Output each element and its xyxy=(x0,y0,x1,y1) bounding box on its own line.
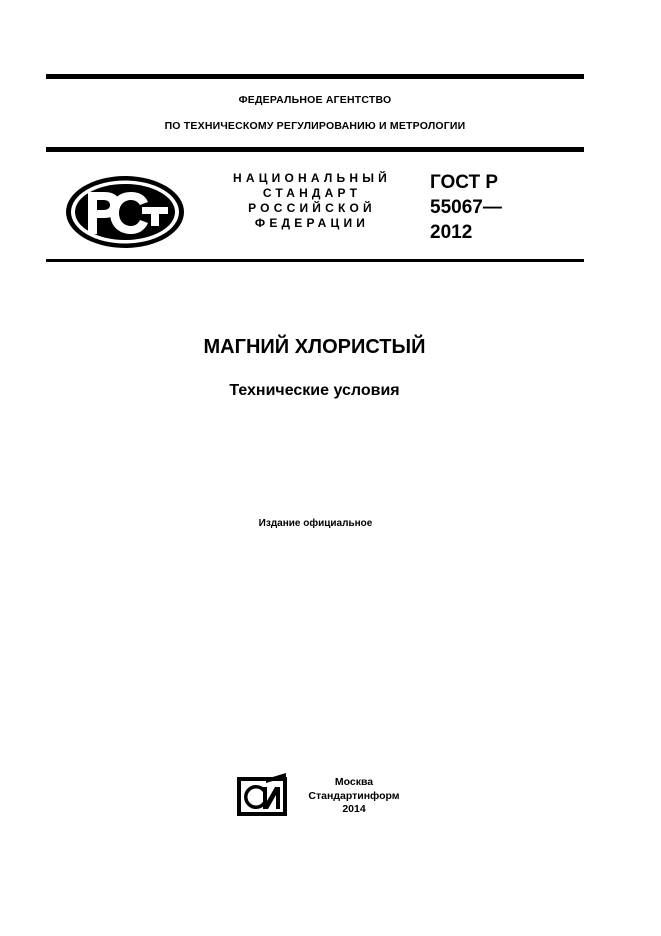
document-subtitle-text: Технические условия xyxy=(229,382,400,399)
gost-prefix: ГОСТ Р xyxy=(430,172,499,193)
national-standard-line-1: НАЦИОНАЛЬНЫЙ xyxy=(232,171,392,185)
gost-year: 2012 xyxy=(430,222,473,243)
top-rule xyxy=(46,74,584,79)
header-bottom-rule xyxy=(46,259,584,262)
national-standard-line-4: ФЕДЕРАЦИИ xyxy=(254,216,370,230)
header-rule xyxy=(46,147,584,152)
national-standard-label xyxy=(222,171,402,231)
edition-note-text: Издание официальное xyxy=(258,518,373,529)
publisher-year: 2014 xyxy=(342,803,366,815)
national-standard-line-3: РОССИЙСКОЙ xyxy=(248,201,376,215)
document-subtitle xyxy=(0,382,661,400)
rst-mark-icon xyxy=(64,174,186,250)
edition-note xyxy=(0,518,661,529)
publisher-city: Москва xyxy=(334,776,374,788)
gost-designation xyxy=(430,170,502,245)
publisher-name: Стандартинформ xyxy=(308,789,400,802)
document-title-text: МАГНИЙ ХЛОРИСТЫЙ xyxy=(203,336,426,358)
agency-name-line-1: ФЕДЕРАЛЬНОЕ АГЕНТСТВО xyxy=(238,94,392,106)
agency-name-line-2: ПО ТЕХНИЧЕСКОМУ РЕГУЛИРОВАНИЮ И МЕТРОЛОГИИ xyxy=(164,120,466,132)
standartinform-logo-icon xyxy=(236,773,288,817)
document-title xyxy=(0,336,661,359)
gost-number: 55067— xyxy=(430,197,502,218)
national-standard-line-2: СТАНДАРТ xyxy=(262,186,362,200)
publisher-info xyxy=(296,776,412,817)
